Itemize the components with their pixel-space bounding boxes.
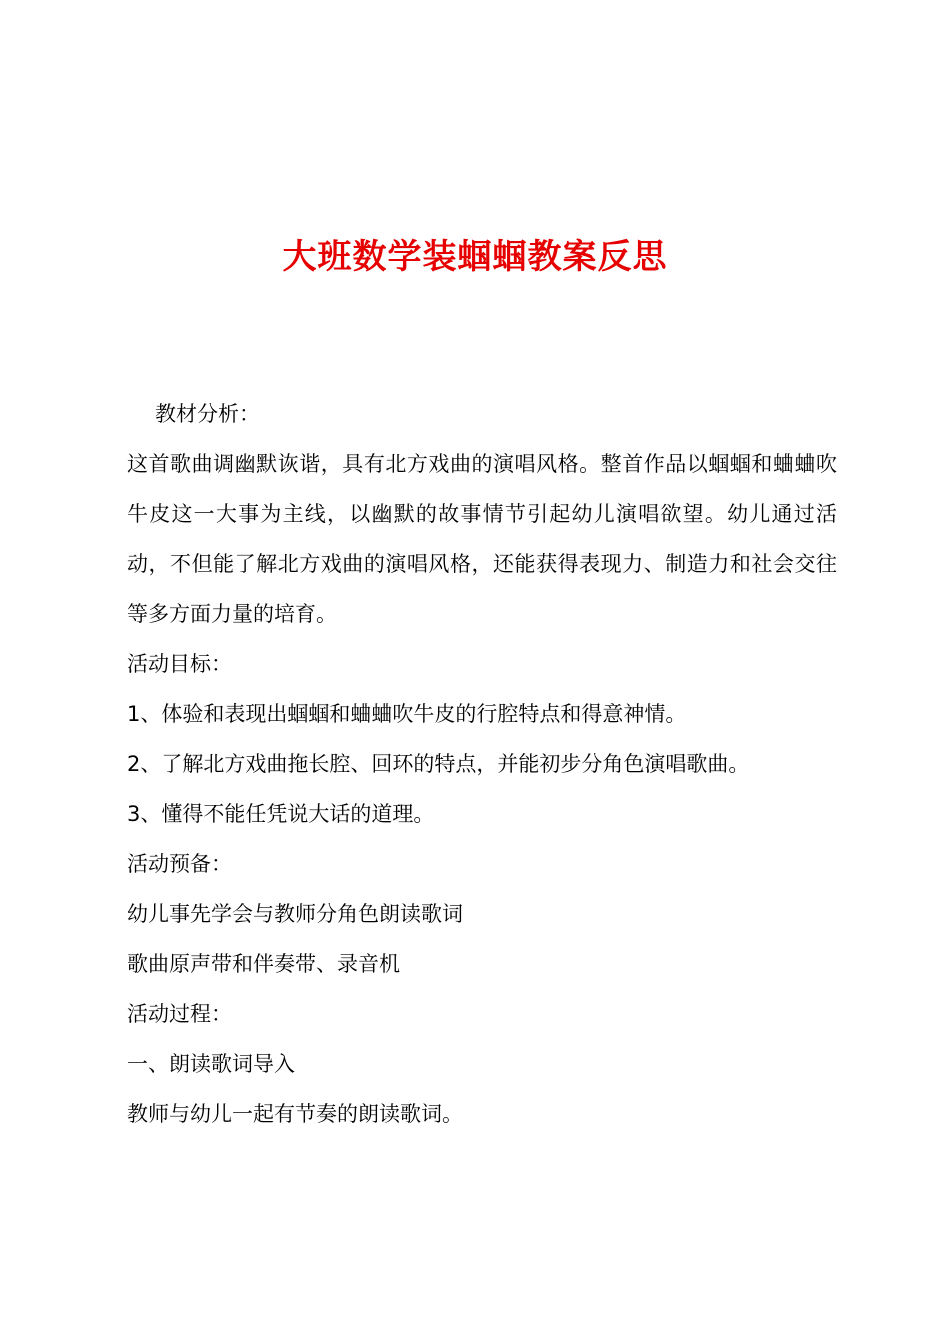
process-heading: 活动过程： [127,1002,232,1026]
process-step-1-text: 教师与幼儿一起有节奏的朗读歌词。 [127,1102,463,1126]
goal-item-3: 3、懂得不能任凭说大话的道理。 [127,802,435,826]
process-step-1: 一、朗读歌词导入 [127,1052,295,1076]
goal-item-1: 1、体验和表现出蝈蝈和蛐蛐吹牛皮的行腔特点和得意神情。 [127,702,687,726]
analysis-heading: 教材分析： [155,402,260,426]
goals-heading: 活动目标： [127,652,232,676]
prep-heading: 活动预备： [127,852,232,876]
prep-item-1: 幼儿事先学会与教师分角色朗读歌词 [127,902,463,926]
prep-item-2: 歌曲原声带和伴奏带、录音机 [127,952,400,976]
document-title: 大班数学装蝈蝈教案反思 [282,236,668,277]
analysis-paragraph: 这首歌曲调幽默诙谐，具有北方戏曲的演唱风格。整首作品以蝈蝈和蛐蛐吹牛皮这一大事为主线，以幽默的故事情节引起幼儿演唱欲望。幼儿通过活动，不但能了解北方戏曲的演唱风格，还能获得表现力、制造力和社会交往等多方面力量的培育。 [127,452,837,626]
document-body [127,389,837,1139]
goal-item-2: 2、了解北方戏曲拖长腔、回环的特点，并能初步分角色演唱歌曲。 [127,752,750,776]
